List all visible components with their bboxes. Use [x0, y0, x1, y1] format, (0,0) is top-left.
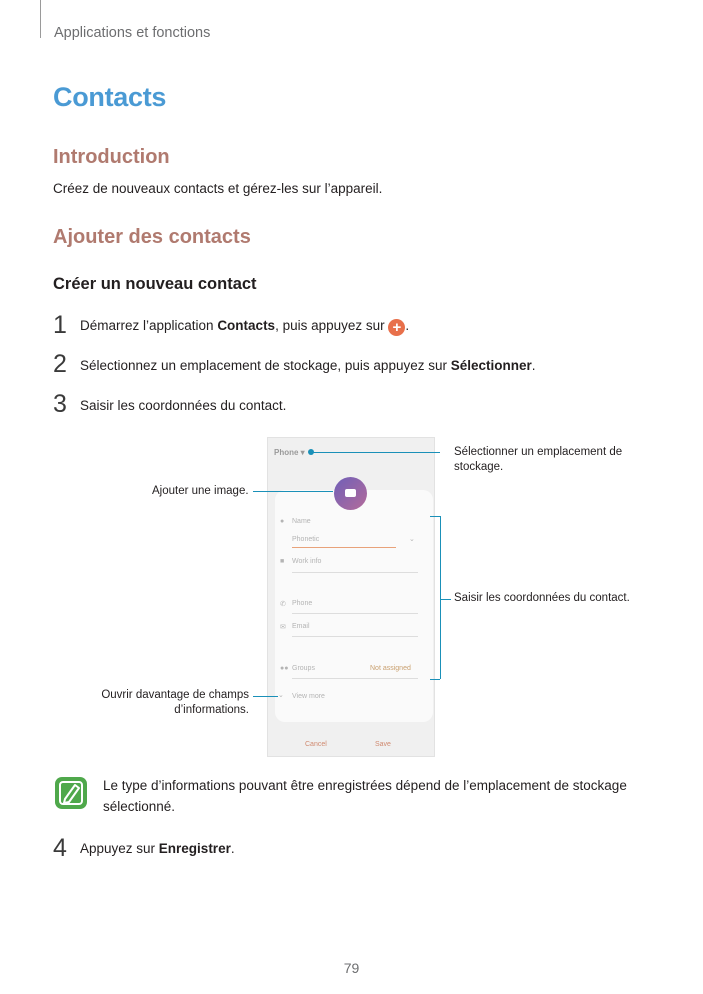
fields-annotation: Saisir les coordonnées du contact. [454, 592, 630, 604]
header-rule [40, 0, 41, 38]
fields-leader-line [441, 599, 451, 600]
image-annotation: Ajouter une image. [152, 485, 249, 497]
step-text-bold: Enregistrer [158, 841, 231, 856]
chevron-down-icon: ⌄ [278, 692, 284, 699]
step-number: 2 [53, 350, 67, 378]
introduction-heading: Introduction [53, 146, 170, 168]
step-text-part: Sélectionnez un emplacement de stockage, puis appuyez sur [80, 358, 451, 373]
groups-icon: ●● [280, 665, 289, 672]
save-button: Save [375, 741, 391, 748]
camera-icon [345, 489, 356, 497]
form-field: View more [292, 693, 325, 700]
form-field: Work info [292, 558, 322, 565]
introduction-text: Créez de nouveaux contacts et gérez-les sur l’appareil. [53, 181, 383, 196]
add-contacts-heading: Ajouter des contacts [53, 226, 251, 248]
more-leader-line [253, 696, 278, 697]
fields-bracket-top [430, 516, 440, 517]
field-underline [292, 572, 418, 573]
phone-icon: ✆ [280, 601, 286, 608]
step-text [80, 841, 235, 856]
storage-leader-line [311, 452, 440, 453]
step-number: 3 [53, 390, 67, 418]
step-text [80, 358, 536, 373]
person-icon: ● [280, 518, 285, 525]
email-icon: ✉ [280, 624, 286, 631]
create-contact-subheading: Créer un nouveau contact [53, 275, 257, 293]
storage-label: Phone [274, 448, 299, 457]
form-field: Groups [292, 665, 315, 672]
step-text-part: . [405, 318, 410, 333]
note-icon [55, 777, 87, 809]
step-text-bold: Sélectionner [450, 358, 532, 373]
step-text [80, 318, 409, 336]
more-annotation: Ouvrir davantage de champs d’informations. [101, 689, 249, 716]
step-number: 4 [53, 834, 67, 862]
note-text: Le type d’informations pouvant être enregistrées dépend de l’emplacement de stockage sélectionné. [103, 778, 627, 814]
add-plus-icon: + [388, 319, 405, 336]
form-field: Phone [292, 600, 313, 607]
field-underline [292, 613, 418, 614]
image-leader-line [253, 491, 333, 492]
page-number: 79 [343, 960, 360, 976]
fields-bracket-bottom [430, 679, 440, 680]
step-text-part: . [230, 841, 235, 856]
step-number: 1 [53, 311, 67, 339]
step-text-part: Appuyez sur [80, 841, 159, 856]
field-underline [292, 678, 418, 679]
cancel-button: Cancel [305, 741, 327, 748]
form-field: Name [292, 518, 311, 525]
step-text-part: , puis appuyez sur [275, 318, 389, 333]
running-header: Applications et fonctions [54, 25, 211, 41]
field-underline [292, 636, 418, 637]
step-text-part: . [531, 358, 536, 373]
form-field: Email [292, 623, 310, 630]
active-field-underline [292, 547, 396, 548]
leader-dot [308, 449, 314, 455]
fields-bracket [440, 516, 441, 679]
chevron-down-icon: ⌄ [409, 536, 415, 543]
step-text-bold: Contacts [217, 318, 276, 333]
storage-annotation: Sélectionner un emplacement de stockage. [454, 446, 623, 473]
step-text: Saisir les coordonnées du contact. [80, 398, 287, 413]
form-field-value: Not assigned [370, 665, 411, 672]
work-icon: ■ [280, 558, 285, 565]
page-title: Contacts [53, 82, 167, 112]
step-text-part: Démarrez l’application [80, 318, 218, 333]
storage-dropdown: Phone ▾ [274, 448, 305, 457]
form-field: Phonetic [292, 536, 320, 543]
